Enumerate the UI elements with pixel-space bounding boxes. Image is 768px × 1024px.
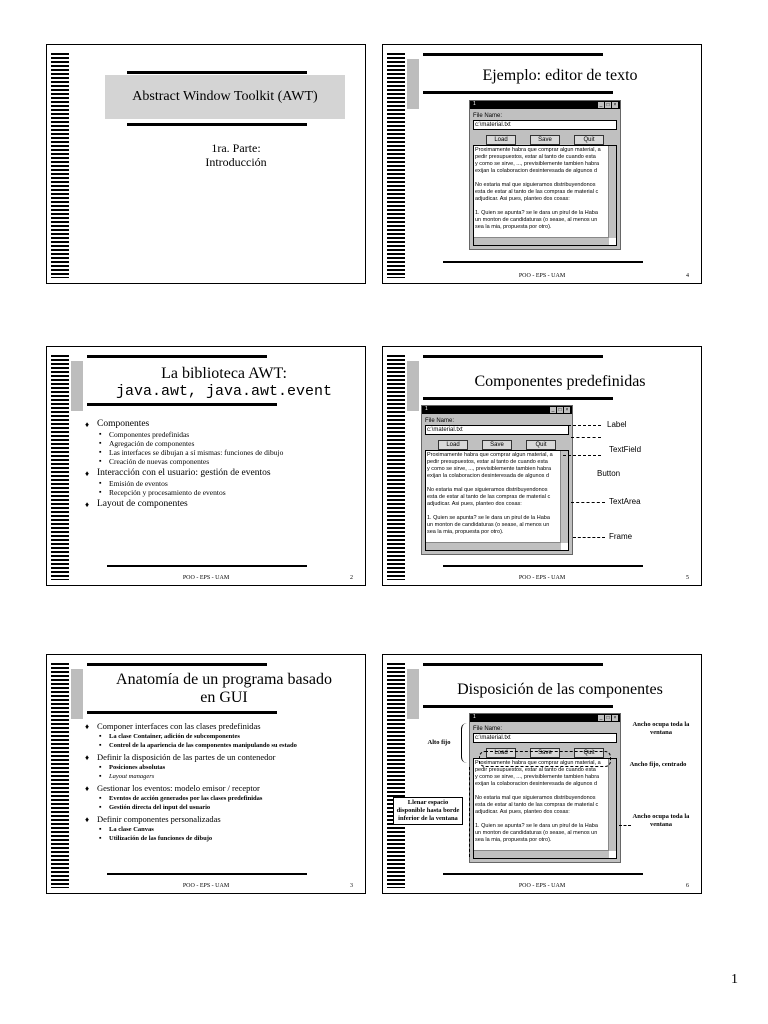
slide-1	[46, 44, 366, 284]
slide-title: La biblioteca AWT:	[161, 365, 287, 382]
slide-2	[382, 44, 702, 284]
file-name-field[interactable]: c:\material.txt	[473, 120, 617, 130]
list-item: ▪ Control de la apariencia de las componentes manipulando su estado	[85, 741, 357, 750]
app-window	[469, 100, 621, 250]
divider-line	[423, 663, 603, 666]
divider-line	[87, 711, 277, 714]
annotation-ancho-1: Ancho ocupa toda la ventana	[632, 721, 690, 736]
list-item: ▪ Agregación de componentes	[85, 439, 357, 448]
file-name-label: File Name:	[425, 418, 455, 424]
vertical-scrollbar[interactable]	[560, 451, 568, 543]
footer-line	[107, 873, 307, 875]
text-area[interactable]	[473, 758, 617, 859]
annotation-textarea: TextArea	[609, 497, 641, 506]
divider-line	[127, 71, 307, 74]
quit-button[interactable]: Quit	[574, 135, 604, 145]
file-name-field[interactable]: c:\material.txt	[425, 425, 569, 435]
brace	[461, 723, 468, 763]
maximize-button[interactable]: □	[558, 407, 562, 413]
list-item: ♦ Definir la disposición de las partes de un contenedor	[85, 752, 357, 763]
divider-line	[87, 355, 267, 358]
quit-button[interactable]: Quit	[574, 748, 604, 758]
close-button[interactable]: ×	[565, 407, 569, 413]
bullet-list	[85, 417, 357, 510]
divider-line	[423, 91, 613, 94]
maximize-button[interactable]: □	[606, 715, 610, 721]
text-area[interactable]	[425, 450, 569, 551]
annotation-ancho-2: Ancho fijo, centrado	[629, 761, 687, 768]
slide-number: 3	[350, 883, 353, 889]
dashed-outline-textarea	[469, 767, 474, 857]
title-bar	[422, 406, 572, 414]
list-item: ▪ Utilización de las funciones de dibujo	[85, 834, 357, 843]
list-item: ▪ Componentes predefinidas	[85, 430, 357, 439]
list-item: ▪ La clase Container, adición de subcomponentes	[85, 732, 357, 741]
divider-line	[423, 355, 603, 358]
slide-title: Ejemplo: editor de texto	[482, 67, 638, 84]
slide-title: Anatomía de un programa basado	[116, 671, 332, 688]
divider-line	[87, 403, 277, 406]
annotation-alto: Alto fijo	[427, 739, 451, 746]
footer: POO - EPS - UAM	[182, 883, 230, 889]
maximize-button[interactable]: □	[606, 102, 610, 108]
list-item: ♦ Gestionar los eventos: modelo emisor / receptor	[85, 783, 357, 794]
horizontal-scrollbar[interactable]	[474, 850, 609, 858]
annotation-llenar: Llenar espacio disponible hasta borde inferior de la ventana	[393, 797, 463, 825]
save-button[interactable]: Save	[530, 748, 560, 758]
slide-3	[46, 346, 366, 586]
footer-line	[107, 565, 307, 567]
list-item: ♦ Interacción con el usuario: gestión de eventos	[85, 468, 357, 479]
barcode-stripe	[387, 355, 405, 580]
save-button[interactable]: Save	[530, 135, 560, 145]
slide-number: 6	[686, 883, 689, 889]
dashed-outline-buttons	[479, 751, 611, 767]
footer-line	[443, 261, 643, 263]
barcode-stripe	[51, 355, 69, 580]
load-button[interactable]: Load	[438, 440, 468, 450]
slide-5	[46, 654, 366, 894]
vertical-scrollbar[interactable]	[608, 146, 616, 238]
barcode-stripe	[51, 53, 69, 278]
divider-line	[423, 705, 613, 708]
load-button[interactable]: Load	[486, 135, 516, 145]
divider-line	[87, 663, 267, 666]
annotation-textfield: TextField	[609, 445, 642, 454]
text-area-content: Proximamente habra que comprar algun material, a pedir presupuestos, estar al tanto de cuando esta y como se sirve, ..., previsiblemente tambien habra exijan la colaboracion desinteresada de algunos d No estaria mal que siguieramos distribuyendonos esta de estar al tanto de las compras de material c adjudicar. Asi pues, planteo dos cosas: 1. Quien se apunta? se le dara un pirul de la Haba un monton de candidaturas (o sease, al menos un sea la mia, propuesta por otro).	[427, 452, 553, 535]
list-item: ▪ Emisión de eventos	[85, 479, 357, 488]
slide-title-box	[105, 75, 345, 119]
quit-button[interactable]: Quit	[526, 440, 556, 450]
window-title: 1	[473, 101, 476, 107]
annotation-frame: Frame	[609, 532, 633, 541]
slide-number: 4	[686, 273, 689, 279]
minimize-button[interactable]: _	[599, 715, 603, 721]
list-item: ♦ Definir componentes personalizadas	[85, 814, 357, 825]
slide-title: Disposición de las componentes	[457, 681, 663, 698]
textarea-pointer	[571, 502, 605, 503]
annotation-button: Button	[597, 469, 621, 478]
barcode-stripe	[387, 53, 405, 278]
footer: POO - EPS - UAM	[518, 273, 566, 279]
list-item: ▪ La clase Canvas	[85, 825, 357, 834]
file-name-field[interactable]: c:\material.txt	[473, 733, 617, 743]
close-button[interactable]: ×	[613, 102, 617, 108]
annotation-label: Label	[607, 420, 627, 429]
slide-number: 2	[350, 575, 353, 581]
list-item: ▪ Gestión directa del input del usuario	[85, 803, 357, 812]
slide-number: 5	[686, 575, 689, 581]
button-pointer	[563, 455, 601, 456]
label-pointer	[483, 425, 601, 426]
horizontal-scrollbar[interactable]	[474, 237, 609, 245]
subtitle-2: Introducción	[205, 155, 267, 169]
slide-title-code: java.awt, java.awt.event	[115, 383, 333, 400]
text-area-content: Proximamente habra que comprar algun material, a pedir presupuestos, estar al tanto de cuando esta y como se sirve, ..., previsiblemente tambien habra exijan la colaboracion desinteresada de algunos d No estaria mal que siguieramos distribuyendonos esta de estar al tanto de las compras de material c adjudicar. Asi pues, planteo dos cosas: 1. Quien se apunta? se le dara un pirul de la Haba un monton de candidaturas (o sease, al menos un sea la mia, propuesta por otro).	[475, 147, 601, 230]
footer: POO - EPS - UAM	[518, 575, 566, 581]
divider-line	[127, 123, 307, 126]
save-button[interactable]: Save	[482, 440, 512, 450]
accent-bar	[407, 669, 419, 719]
footer-line	[443, 565, 643, 567]
page-number: 1	[731, 972, 738, 987]
window-title: 1	[473, 714, 476, 720]
frame-pointer	[573, 537, 605, 538]
title-bar	[470, 714, 620, 722]
accent-bar	[71, 361, 83, 411]
minimize-button[interactable]: _	[551, 407, 555, 413]
subtitle-1: 1ra. Parte:	[211, 141, 261, 155]
barcode-stripe	[387, 663, 405, 888]
accent-bar	[407, 361, 419, 411]
slide-title: Abstract Window Toolkit (AWT)	[132, 89, 318, 104]
horizontal-scrollbar[interactable]	[426, 542, 561, 550]
vertical-scrollbar[interactable]	[608, 759, 616, 851]
footer: POO - EPS - UAM	[182, 575, 230, 581]
accent-bar	[407, 59, 419, 109]
file-name-label: File Name:	[473, 113, 503, 119]
slide-title-2: en GUI	[200, 689, 248, 706]
list-item: ▪ Eventos de acción generados por las clases predefinidas	[85, 794, 357, 803]
list-item: ♦ Componer interfaces con las clases predefinidas	[85, 721, 357, 732]
annotation-ancho-3: Ancho ocupa toda la ventana	[632, 813, 690, 828]
ancho-pointer	[619, 825, 631, 826]
list-item: ▪ Creación de nuevas componentes	[85, 457, 357, 466]
accent-bar	[71, 669, 83, 719]
list-item: ▪ Las interfaces se dibujan a sí mismas: funciones de dibujo	[85, 448, 357, 457]
title-bar	[470, 101, 620, 109]
text-area-content: Proximamente habra que comprar algun material, a pedir presupuestos, estar al tanto de cuando esta y como se sirve, ..., previsiblemente tambien habra exijan la colaboracion desinteresada de algunos d No estaria mal que siguieramos distribuyendonos esta de estar al tanto de las compras de material c adjudicar. Asi pues, planteo dos cosas: 1. Quien se apunta? se le dara un pirul de la Haba un monton de candidaturas (o sease, al menos un sea la mia, propuesta por otro).	[475, 760, 601, 843]
close-button[interactable]: ×	[613, 715, 617, 721]
list-item: ▪ Layout managers	[85, 772, 357, 781]
list-item: ▪ Posiciones absolutas	[85, 763, 357, 772]
slide-6	[382, 654, 702, 894]
window-title: 1	[425, 406, 428, 412]
list-item: ♦ Layout de componentes	[85, 499, 357, 510]
slide-title: Componentes predefinidas	[474, 373, 646, 390]
slide-4	[382, 346, 702, 586]
textfield-pointer	[571, 437, 601, 438]
list-item: ♦ Componentes	[85, 419, 357, 430]
footer-line	[443, 873, 643, 875]
app-window	[469, 713, 621, 863]
file-name-label: File Name:	[473, 726, 503, 732]
divider-line	[423, 397, 613, 400]
divider-line	[423, 53, 603, 56]
bullet-list	[85, 719, 357, 843]
minimize-button[interactable]: _	[599, 102, 603, 108]
barcode-stripe	[51, 663, 69, 888]
footer: POO - EPS - UAM	[518, 883, 566, 889]
list-item: ▪ Recepción y procesamiento de eventos	[85, 488, 357, 497]
app-window	[421, 405, 573, 555]
load-button[interactable]: Load	[486, 748, 516, 758]
text-area[interactable]	[473, 145, 617, 246]
